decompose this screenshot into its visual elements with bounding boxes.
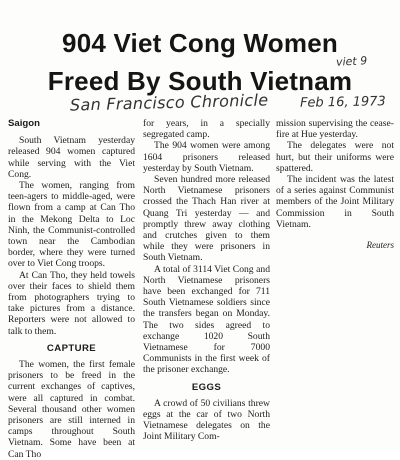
handwritten-source: San Francisco Chronicle — [69, 90, 269, 115]
paragraph: A crowd of 50 civilians threw eggs at the car of two North Vietnamese delegates on the Joint Military Com- — [143, 397, 270, 443]
paragraph: The 904 women were among 1604 prisoners released yesterday by South Vietnam. — [143, 140, 270, 174]
paragraph: South Vietnam yesterday released 904 women captured while serving with the Viet Cong. — [8, 135, 135, 180]
dateline: Saigon — [8, 118, 40, 129]
headline-line-1: 904 Viet Cong Women — [62, 28, 338, 58]
article-column-2 — [143, 118, 270, 443]
article-column-3 — [276, 118, 394, 251]
wire-credit: Reuters — [366, 240, 394, 251]
paragraph: for years, in a specially segregated camp. — [143, 118, 270, 141]
handwritten-date: Feb 16, 1973 — [299, 94, 386, 111]
subhead-capture: CAPTURE — [46, 342, 97, 354]
paragraph: The women, ranging from teen-agers to middle-aged, were flown from a camp at Can Tho in the Mekong Delta to Loc Ninh, the Communist-controlled town near the Cambodian border, where they were turned over to Viet Cong troops. — [8, 180, 135, 270]
handwritten-note-viet: viet 9 — [335, 54, 368, 69]
subhead-eggs: EGGS — [191, 381, 222, 393]
paragraph: mission supervising the cease-fire at Hue yesterday. — [276, 118, 394, 141]
headline-line-2: Freed By South Vietnam — [47, 66, 353, 96]
paragraph: A total of 3114 Viet Cong and North Vietnamese prisoners have been exchanged for 711 South Vietnamese soldiers since the transfers began on Monday. The two sides agreed to exchange 1020 South Vietnamese for 7000 Communists in the first week of the prisoner exchange. — [143, 263, 270, 376]
paragraph: At Can Tho, they held towels over their faces to shield them from photographers trying to take pictures from a distance. Reporters were not allowed to talk to them. — [8, 269, 135, 337]
paragraph: Seven hundred more released North Vietnamese prisoners crossed the Thach Han river at Quang Tri yesterday — and promptly threw away clothing and crutches given to them while they were prisoners in South Vietnam. — [143, 174, 270, 264]
article-column-1 — [8, 118, 135, 460]
paragraph: The incident was the latest of a series against Communist members of the Joint Military Commission in South Vietnam. — [276, 174, 394, 230]
paragraph: The delegates were not hurt, but their uniforms were spattered. — [276, 140, 394, 174]
paragraph: The women, the first female prisoners to be freed in the current exchanges of captives, were all captured in combat. Several thousand other women prisoners are still interned in camps throughout South Vietnam. Some have been at Can Tho — [8, 359, 135, 460]
